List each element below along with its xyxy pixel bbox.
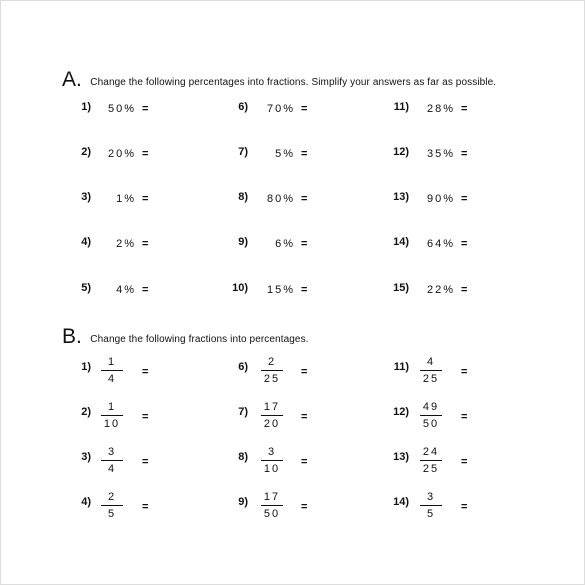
fraction-denominator: 50 xyxy=(263,508,281,520)
fraction-bar xyxy=(101,505,123,506)
fraction-denominator: 50 xyxy=(422,418,440,430)
fraction xyxy=(259,491,285,521)
question-number: 9) xyxy=(238,496,248,508)
question-number: 5) xyxy=(81,282,91,294)
fraction-bar xyxy=(101,460,123,461)
percentage-value: 28% xyxy=(426,103,455,115)
fraction-bar xyxy=(261,370,283,371)
equals-sign: = xyxy=(142,366,149,378)
equals-sign: = xyxy=(142,284,149,296)
section-b-letter: B. xyxy=(62,325,82,348)
equals-sign: = xyxy=(142,411,149,423)
equals-sign: = xyxy=(301,501,308,513)
question-number: 2) xyxy=(81,406,91,418)
percentage-value: 6% xyxy=(275,238,295,250)
question-number: 1) xyxy=(81,361,91,373)
fraction xyxy=(418,401,444,431)
fraction-numerator: 17 xyxy=(263,491,281,503)
question-number: 2) xyxy=(81,146,91,158)
equals-sign: = xyxy=(461,411,468,423)
question-number: 14) xyxy=(393,496,409,508)
section-b-header xyxy=(62,325,309,349)
fraction xyxy=(418,356,444,386)
fraction-numerator: 1 xyxy=(107,356,117,368)
equals-sign: = xyxy=(142,501,149,513)
question-number: 7) xyxy=(238,406,248,418)
fraction-denominator: 4 xyxy=(107,373,117,385)
fraction xyxy=(259,356,285,386)
equals-sign: = xyxy=(461,501,468,513)
question-number: 4) xyxy=(81,496,91,508)
equals-sign: = xyxy=(142,238,149,250)
question-number: 8) xyxy=(238,451,248,463)
fraction-denominator: 5 xyxy=(107,508,117,520)
equals-sign: = xyxy=(461,456,468,468)
equals-sign: = xyxy=(301,411,308,423)
fraction xyxy=(418,446,444,476)
equals-sign: = xyxy=(461,193,468,205)
question-number: 4) xyxy=(81,236,91,248)
percentage-value: 1% xyxy=(116,193,136,205)
fraction-bar xyxy=(101,370,123,371)
equals-sign: = xyxy=(461,284,468,296)
question-number: 13) xyxy=(393,451,409,463)
question-number: 9) xyxy=(238,236,248,248)
fraction-numerator: 17 xyxy=(263,401,281,413)
question-number: 6) xyxy=(238,101,248,113)
fraction-bar xyxy=(420,370,442,371)
fraction xyxy=(99,491,125,521)
section-a-header xyxy=(62,68,496,92)
fraction-bar xyxy=(420,460,442,461)
fraction-denominator: 5 xyxy=(426,508,436,520)
fraction-bar xyxy=(261,460,283,461)
percentage-value: 22% xyxy=(426,284,455,296)
fraction xyxy=(259,446,285,476)
equals-sign: = xyxy=(301,284,308,296)
fraction-numerator: 49 xyxy=(422,401,440,413)
equals-sign: = xyxy=(301,456,308,468)
fraction-numerator: 3 xyxy=(426,491,436,503)
percentage-value: 2% xyxy=(116,238,136,250)
equals-sign: = xyxy=(301,193,308,205)
fraction xyxy=(99,401,125,431)
section-a-instruction: Change the following percentages into fractions. Simplify your answers as far as possible. xyxy=(90,77,497,88)
question-number: 8) xyxy=(238,191,248,203)
equals-sign: = xyxy=(301,103,308,115)
fraction-numerator: 2 xyxy=(267,356,277,368)
equals-sign: = xyxy=(461,366,468,378)
question-number: 11) xyxy=(393,101,409,113)
equals-sign: = xyxy=(461,148,468,160)
fraction-numerator: 24 xyxy=(422,446,440,458)
fraction-bar xyxy=(101,415,123,416)
fraction-bar xyxy=(420,505,442,506)
question-number: 6) xyxy=(238,361,248,373)
question-number: 14) xyxy=(393,236,409,248)
percentage-value: 50% xyxy=(107,103,136,115)
fraction-numerator: 3 xyxy=(107,446,117,458)
fraction-denominator: 25 xyxy=(422,463,440,475)
section-a-letter: A. xyxy=(62,68,82,91)
equals-sign: = xyxy=(301,148,308,160)
percentage-value: 80% xyxy=(266,193,295,205)
equals-sign: = xyxy=(461,103,468,115)
equals-sign: = xyxy=(301,366,308,378)
fraction-bar xyxy=(420,415,442,416)
fraction-denominator: 25 xyxy=(263,373,281,385)
section-b-instruction: Change the following fractions into percentages. xyxy=(90,334,309,345)
equals-sign: = xyxy=(301,238,308,250)
fraction-denominator: 25 xyxy=(422,373,440,385)
fraction-denominator: 10 xyxy=(263,463,281,475)
fraction xyxy=(99,446,125,476)
percentage-value: 20% xyxy=(107,148,136,160)
fraction-numerator: 3 xyxy=(267,446,277,458)
question-number: 3) xyxy=(81,191,91,203)
equals-sign: = xyxy=(142,148,149,160)
question-number: 3) xyxy=(81,451,91,463)
fraction-numerator: 4 xyxy=(426,356,436,368)
equals-sign: = xyxy=(142,103,149,115)
percentage-value: 15% xyxy=(266,284,295,296)
equals-sign: = xyxy=(142,456,149,468)
question-number: 15) xyxy=(393,282,409,294)
fraction xyxy=(418,491,444,521)
question-number: 10) xyxy=(232,282,248,294)
fraction-bar xyxy=(261,415,283,416)
fraction xyxy=(259,401,285,431)
question-number: 7) xyxy=(238,146,248,158)
fraction-numerator: 2 xyxy=(107,491,117,503)
fraction-denominator: 20 xyxy=(263,418,281,430)
fraction-numerator: 1 xyxy=(107,401,117,413)
fraction-denominator: 4 xyxy=(107,463,117,475)
fraction-bar xyxy=(261,505,283,506)
question-number: 13) xyxy=(393,191,409,203)
percentage-value: 5% xyxy=(275,148,295,160)
question-number: 11) xyxy=(393,361,409,373)
question-number: 12) xyxy=(393,146,409,158)
percentage-value: 4% xyxy=(116,284,136,296)
fraction xyxy=(99,356,125,386)
question-number: 1) xyxy=(81,101,91,113)
fraction-denominator: 10 xyxy=(103,418,121,430)
percentage-value: 90% xyxy=(426,193,455,205)
percentage-value: 64% xyxy=(426,238,455,250)
equals-sign: = xyxy=(142,193,149,205)
question-number: 12) xyxy=(393,406,409,418)
equals-sign: = xyxy=(461,238,468,250)
percentage-value: 70% xyxy=(266,103,295,115)
percentage-value: 35% xyxy=(426,148,455,160)
